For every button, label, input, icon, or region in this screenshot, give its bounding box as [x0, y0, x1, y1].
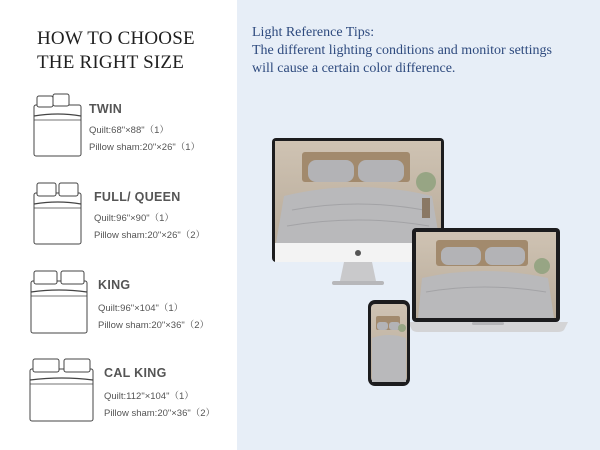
- bed-icon: [33, 180, 83, 246]
- tips-line-2: will cause a certain color difference.: [252, 61, 456, 76]
- bed-icon: [33, 92, 83, 158]
- pillow-sham-dimensions: Pillow sham:20"×36"（2）: [104, 408, 216, 419]
- quilt-dimensions: Quilt:96"×104"（1）: [98, 303, 184, 314]
- title-line-1: HOW TO CHOOSE: [37, 28, 195, 49]
- size-name: FULL/ QUEEN: [94, 190, 181, 204]
- quilt-dimensions: Quilt:96"×90"（1）: [94, 213, 174, 224]
- laptop-icon: [408, 228, 568, 334]
- size-name: TWIN: [89, 102, 123, 116]
- size-option-king: [0, 268, 237, 348]
- size-guide-title: [37, 27, 195, 75]
- quilt-dimensions: Quilt:68"×88"（1）: [89, 125, 169, 136]
- size-option-cal-king: [0, 356, 237, 436]
- size-name: CAL KING: [104, 366, 167, 380]
- title-line-2: THE RIGHT SIZE: [37, 52, 185, 73]
- tips-line-1: The different lighting conditions and monitor settings: [252, 43, 552, 58]
- pillow-sham-dimensions: Pillow sham:20"×26"（1）: [89, 142, 201, 153]
- quilt-dimensions: Quilt:112"×104"（1）: [104, 391, 194, 402]
- size-name: KING: [98, 278, 131, 292]
- pillow-sham-dimensions: Pillow sham:20"×26"（2）: [94, 230, 206, 241]
- light-reference-tips: [252, 24, 552, 78]
- smartphone-icon: [368, 300, 410, 386]
- bed-icon: [30, 268, 88, 336]
- tips-heading: Light Reference Tips:: [252, 25, 375, 40]
- size-option-full-queen: [0, 180, 237, 260]
- bed-icon: [29, 356, 95, 424]
- size-option-twin: [0, 92, 237, 172]
- pillow-sham-dimensions: Pillow sham:20"×36"（2）: [98, 320, 210, 331]
- size-guide-panel: [0, 0, 237, 450]
